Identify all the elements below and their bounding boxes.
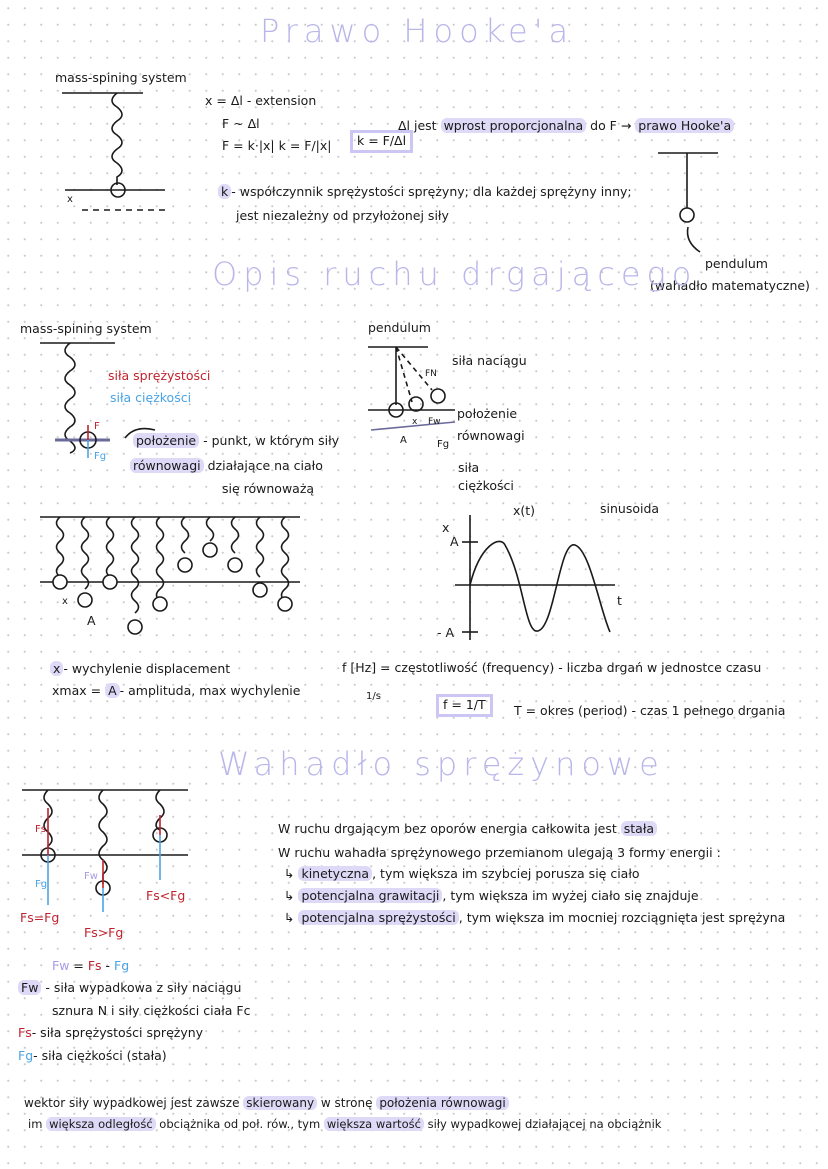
text: = [69,958,88,973]
hooke-line1: x = Δl - extension [205,93,317,108]
highlight: x [50,661,63,676]
x-label: x [412,417,418,427]
highlight: Fw [18,980,41,995]
A-def [52,685,300,698]
text: w stronę [317,1096,377,1110]
A-label: A [400,435,407,446]
sine-curve [470,541,610,632]
F-label: F [94,421,100,432]
Fw-label: Fw [84,871,98,882]
eq-def-3: się równoważą [222,481,315,496]
text: Fs [18,1025,32,1040]
eq-def-1 [133,435,339,448]
grav-2: ciężkości [458,478,514,493]
text: xmax = [52,683,106,698]
f-formula-box: f = 1/T [436,694,493,717]
vector-line-2 [28,1119,661,1131]
highlight: wprost proporcjonalna [441,118,587,133]
graph-t: t [617,593,622,608]
graph-minus-A: - A [437,625,455,640]
motion-pendulum-label: pendulum [368,320,431,335]
Fg-label: Fg [35,879,48,890]
case-greater: Fs>Fg [84,925,124,940]
spring [157,517,164,601]
graph-x: x [442,520,450,535]
highlight: potencjalna grawitacji [298,888,442,903]
fw-def [18,982,241,995]
hooke-pendulum-pl: (wahadło matematyczne) [650,278,810,293]
spring [282,517,289,601]
text: Fg [114,958,130,973]
spring [257,517,264,577]
mass [178,558,192,572]
Fg-label: Fg [94,451,107,462]
FN-label: FN [425,369,437,379]
text: , tym większa im mocniej rozciągnięta jest sprężyna [458,910,786,925]
mass [153,597,167,611]
energy-2: W ruchu wahadła sprężynowego przemianom ulegają 3 formy energii : [278,845,721,860]
gravity-force-label: siła ciężkości [110,390,192,405]
spring [57,517,64,577]
mass [103,575,117,589]
highlight: A [105,683,120,698]
highlight: stała [621,821,657,836]
fw-equation [52,960,129,973]
hooke-x-label: x [67,194,73,205]
eq-pos-2: równowagi [457,428,525,443]
text: - [101,958,115,973]
title-motion: Opis ruchu drgającego [212,255,698,293]
highlight: równowagi [130,458,204,473]
spring [132,517,139,613]
x-def [50,663,230,676]
text: - siła wypadkowa z siły naciągu [45,980,242,995]
text: - współczynnik sprężystości sprężyny; dla każdej sprężyny inny; [231,184,632,199]
mass [278,597,292,611]
mass [53,575,67,589]
mass [78,593,92,607]
text: - punkt, w którym siły [203,433,340,448]
tension-label: siła naciągu [452,353,527,368]
Fg-pendulum-label: Fg [437,439,450,450]
sinusoid-label: sinusoida [600,501,660,516]
fw-def2: sznura N i siły ciężkości ciała Fc [52,1003,251,1018]
spring [207,517,214,541]
mass [203,543,217,557]
hooke-pendulum-diagram [658,153,718,252]
chain-A: A [87,613,96,628]
hooke-k-desc [218,186,632,199]
title-spring-pendulum: Wahadło sprężynowe [218,745,665,783]
fs-def [18,1027,203,1040]
f-def: f [Hz] = częstotliwość (frequency) - liczba drgań w jednostce czasu [342,660,762,675]
text: , tym większa im szybciej porusza się ciało [372,866,640,881]
chain-x: x [62,596,68,607]
text: Fw [52,958,70,973]
text: obciążnika od poł. rów., tym [155,1117,324,1131]
grav-1: siła [458,460,480,475]
graph-A: A [450,534,459,549]
highlight: położenia równowagi [376,1096,508,1110]
mass [228,558,242,572]
text: do F → [586,118,636,133]
hooke-line3: F = k·|x| k = F/|x| [222,138,332,153]
mass [253,583,267,597]
hooke-k-desc2: jest niezależny od przyłożonej siły [236,208,449,223]
text: Fg [18,1048,34,1063]
text: wektor siły wypadkowej jest zawsze [24,1096,244,1110]
Fw-label: Fw [428,417,441,427]
Fs-label: Fs [35,824,46,835]
text: - amplituda, max wychylenie [119,683,301,698]
eq-def-2 [130,460,323,473]
highlight: kinetyczna [298,866,372,881]
highlight: większa wartość [324,1117,424,1131]
T-def: T = okres (period) - czas 1 pełnego drgania [514,703,786,718]
text: - wychylenie displacement [63,661,231,676]
hooke-system-label: mass-spining system [55,70,187,85]
text: , tym większa im wyżej ciało się znajduje [442,888,699,903]
text: W ruchu drgającym bez oporów energia całkowita jest [278,821,621,836]
sine-graph [455,515,615,640]
title-hooke: Prawo Hooke'a [260,12,575,50]
text: Fs [87,958,102,973]
graph-xt: x(t) [513,503,536,518]
hooke-k-formula-box: k = F/Δl [350,130,413,153]
text: - siła ciężkości (stała) [33,1048,167,1063]
spring [182,517,189,553]
spring [107,517,114,577]
hooke-spring-diagram [62,93,170,210]
mass [128,620,142,634]
text: Fs=Fg [20,910,60,925]
elastic-force-label: siła sprężystości [108,368,211,383]
hooke-line2: F ~ Δl [222,116,260,131]
text: Δl jest [398,118,441,133]
text: im [28,1117,47,1131]
fg-def [18,1050,167,1063]
hooke-pendulum-label: pendulum [705,256,768,271]
highlight: większa odległość [46,1117,156,1131]
energy-gravity: ↳ potencjalna grawitacji , tym większa im wyżej ciało się znajduje [284,888,699,903]
spring [82,517,89,589]
spring-chain-diagram [40,517,300,634]
text: działające na ciało [207,458,323,473]
case-less: Fs<Fg [146,888,186,903]
motion-system-label: mass-spining system [20,321,152,336]
highlight: k [218,184,231,199]
case-equal [20,912,59,925]
hooke-proportional [398,120,734,133]
highlight: położenie [133,433,199,448]
unit: 1/s [366,691,381,702]
spring [232,517,239,553]
highlight: potencjalna sprężystości [298,910,458,925]
energy-kinetic: ↳ kinetyczna , tym większa im szybciej porusza się ciało [284,866,640,881]
vector-line-1 [24,1097,509,1109]
text: siły wypadkowej działającej na obciążnik [423,1117,662,1131]
highlight: prawo Hooke'a [635,118,734,133]
energy-elastic: ↳ potencjalna sprężystości , tym większa im mocniej rozciągnięta jest sprężyna [284,910,786,925]
energy-1 [278,823,657,836]
highlight: skierowany [243,1096,317,1110]
text: - siła sprężystości sprężyny [31,1025,204,1040]
eq-pos-1: położenie [457,406,518,421]
